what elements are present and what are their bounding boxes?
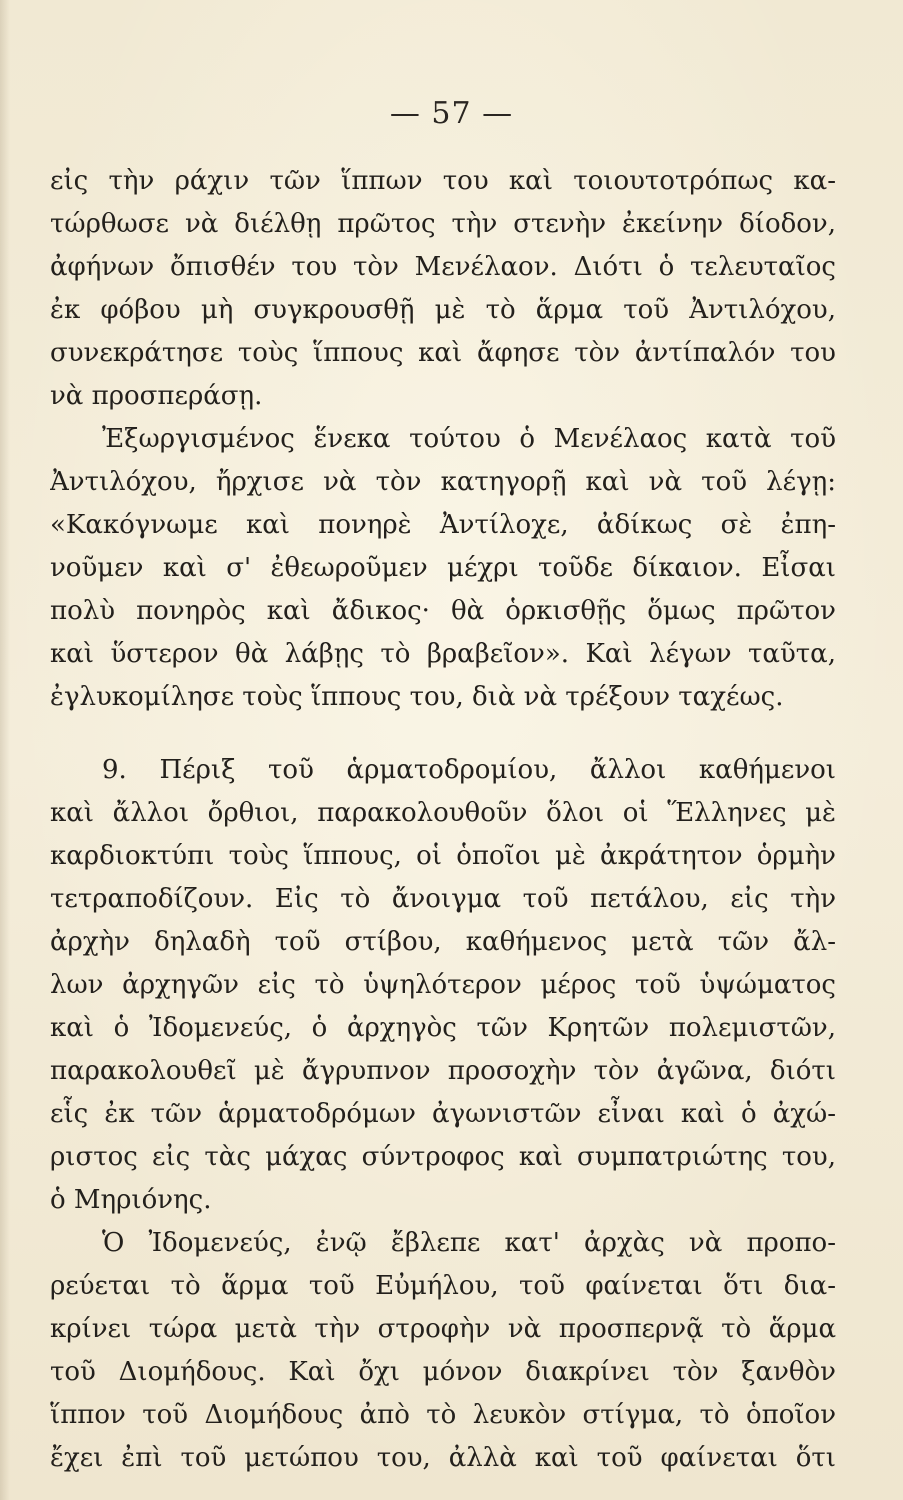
text-line: Ἐξωργισμένος ἕνεκα τούτου ὁ Μενέλαος κατὰ τοῦ: [102, 424, 836, 454]
text-line: πολὺ πονηρὸς καὶ ἄδικος· θὰ ὁρκισθῇς ὅμως πρῶτον: [50, 596, 836, 626]
text-line: καὶ ἄλλοι ὄρθιοι, παρακολουθοῦν ὅλοι οἱ Ἕλληνες μὲ: [50, 798, 836, 828]
text-line: ἵππον τοῦ Διομήδους ἀπὸ τὸ λευκὸν στίγμα, τὸ ὁποῖον: [50, 1400, 836, 1430]
text-line: ἐκ φόβου μὴ συγκρουσθῇ μὲ τὸ ἅρμα τοῦ Ἀντιλόχου,: [50, 295, 836, 325]
text-line: ριστος εἰς τὰς μάχας σύντροφος καὶ συμπατριώτης του,: [50, 1142, 836, 1172]
text-line: τετραποδίζουν. Εἰς τὸ ἄνοιγμα τοῦ πετάλου, εἰς τὴν: [50, 884, 836, 914]
text-line: ἐγλυκομίλησε τοὺς ἵππους του, διὰ νὰ τρέξουν ταχέως.: [50, 682, 784, 712]
text-line: 9. Πέριξ τοῦ ἁρματοδρομίου, ἄλλοι καθήμενοι: [102, 755, 836, 785]
text-line: ἀφήνων ὄπισθέν του τὸν Μενέλαον. Διότι ὁ τελευταῖος: [50, 252, 836, 282]
text-line: νὰ προσπεράσῃ.: [50, 381, 263, 411]
text-line: λων ἀρχηγῶν εἰς τὸ ὑψηλότερον μέρος τοῦ ὑψώματος: [50, 970, 836, 1000]
text-line: νοῦμεν καὶ σ' ἐθεωροῦμεν μέχρι τοῦδε δίκαιον. Εἶσαι: [50, 553, 836, 583]
text-line: ρεύεται τὸ ἅρμα τοῦ Εὐμήλου, τοῦ φαίνεται ὅτι δια-: [50, 1271, 836, 1301]
body-text: [50, 160, 836, 1480]
text-line: εἰς τὴν ράχιν τῶν ἵππων του καὶ τοιουτοτρόπως κα-: [50, 166, 836, 196]
text-line: καὶ ὁ Ἰδομενεύς, ὁ ἀρχηγὸς τῶν Κρητῶν πολεμιστῶν,: [50, 1013, 836, 1043]
text-line: συνεκράτησε τοὺς ἵππους καὶ ἄφησε τὸν ἀντίπαλόν του: [50, 338, 836, 368]
text-line: παρακολουθεῖ μὲ ἄγρυπνον προσοχὴν τὸν ἀγῶνα, διότι: [50, 1056, 836, 1086]
paragraph-3: [50, 749, 836, 1222]
paragraph-1: [50, 160, 836, 418]
text-line: κρίνει τώρα μετὰ τὴν στροφὴν νὰ προσπερνᾷ τὸ ἅρμα: [50, 1314, 836, 1344]
text-line: ἔχει ἐπὶ τοῦ μετώπου του, ἀλλὰ καὶ τοῦ φαίνεται ὅτι: [50, 1443, 836, 1473]
section-gap: [50, 719, 836, 749]
text-line: καρδιοκτύπι τοὺς ἵππους, οἱ ὁποῖοι μὲ ἀκράτητον ὁρμὴν: [50, 841, 836, 871]
paragraph-2: [50, 418, 836, 719]
text-line: «Κακόγνωμε καὶ πονηρὲ Ἀντίλοχε, ἀδίκως σὲ ἐπη-: [50, 510, 836, 540]
text-line: εἷς ἐκ τῶν ἁρματοδρόμων ἀγωνιστῶν εἶναι καὶ ὁ ἀχώ-: [50, 1099, 836, 1129]
text-line: Ὁ Ἰδομενεύς, ἐνῷ ἔβλεπε κατ' ἀρχὰς νὰ προπο-: [102, 1228, 836, 1258]
text-line: Ἀντιλόχου, ἤρχισε νὰ τὸν κατηγορῇ καὶ νὰ τοῦ λέγῃ:: [50, 467, 836, 497]
text-line: ἀρχὴν δηλαδὴ τοῦ στίβου, καθήμενος μετὰ τῶν ἄλ-: [50, 927, 836, 957]
text-line: ὁ Μηριόνης.: [50, 1185, 212, 1215]
page-number: — 57 —: [389, 96, 514, 131]
text-line: καὶ ὕστερον θὰ λάβῃς τὸ βραβεῖον». Καὶ λέγων ταῦτα,: [50, 639, 836, 669]
paragraph-4: [50, 1222, 836, 1480]
text-line: τώρθωσε νὰ διέλθῃ πρῶτος τὴν στενὴν ἐκείνην δίοδον,: [50, 209, 836, 239]
page-edge-shadow: [0, 0, 10, 1500]
text-line: τοῦ Διομήδους. Καὶ ὄχι μόνον διακρίνει τὸν ξανθὸν: [50, 1357, 836, 1387]
